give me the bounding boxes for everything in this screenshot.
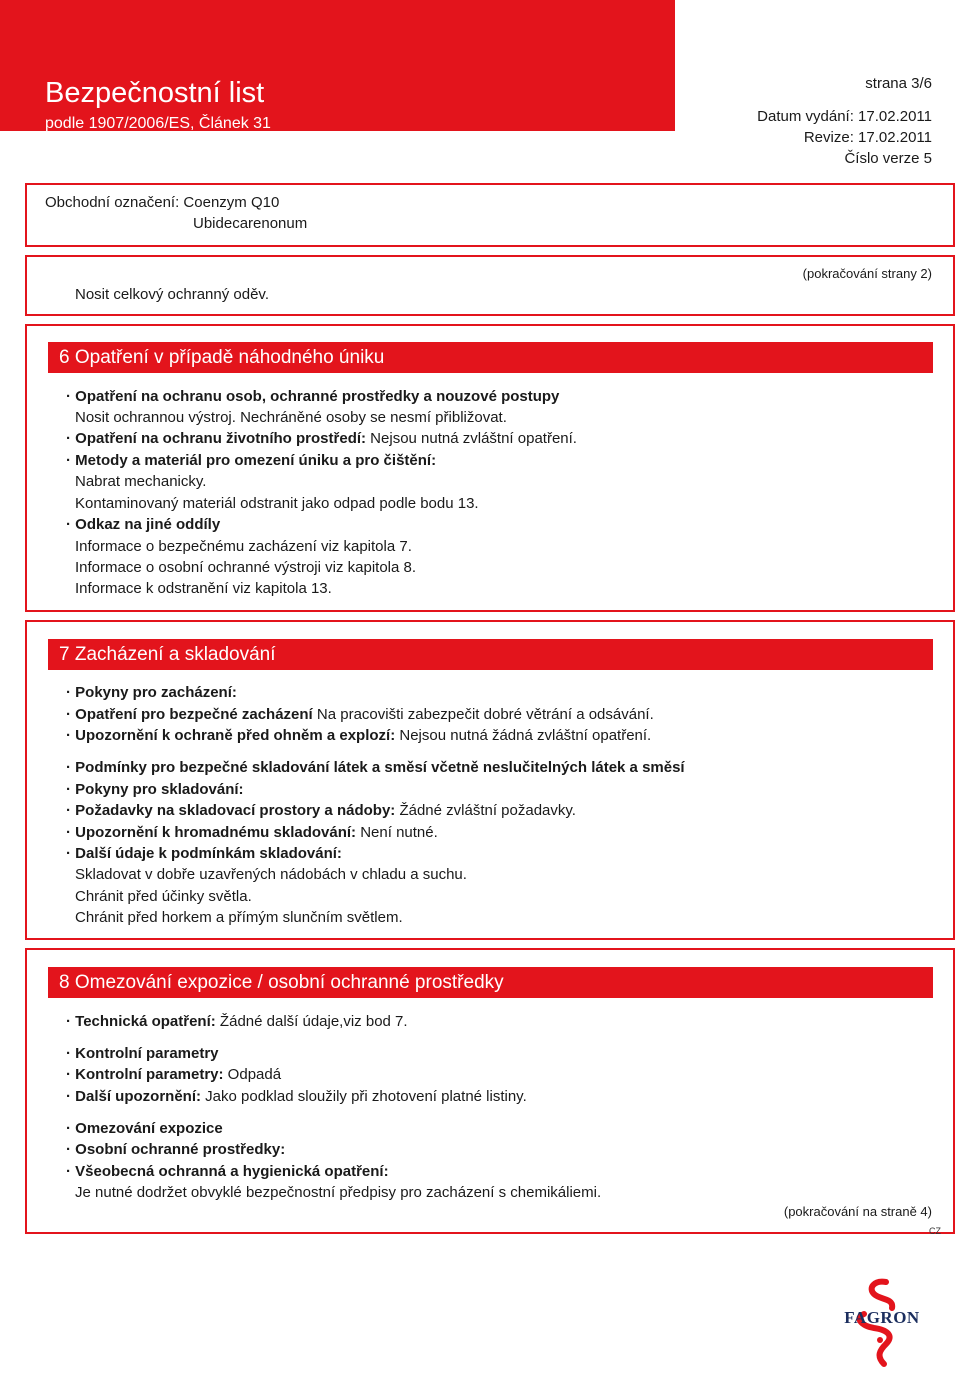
s7-line-3-text: Nejsou nutná žádná zvláštní opatření. [395, 727, 652, 744]
s7-line-3-head: · Upozornění k ochraně před ohněm a explozí: [66, 727, 396, 744]
s6-line-4: · Metody a materiál pro omezení úniku a pro čištění: [66, 452, 437, 469]
s8-line-3-text: Odpadá [223, 1066, 282, 1083]
country-code: CZ [929, 1226, 941, 1236]
s6-line-3-text: Nejsou nutná zvláštní opatření. [366, 430, 577, 447]
s7-line-2 [66, 704, 654, 725]
document-title: Bezpečnostní list [45, 77, 265, 109]
s7-line-11: Chránit před horkem a přímým slunčním světlem. [75, 909, 403, 926]
s8-line-4-head: · Další upozornění: [66, 1088, 201, 1105]
s8-line-7: · Všeobecná ochranná a hygienická opatření: [66, 1163, 389, 1180]
continued-from: (pokračování strany 2) [802, 266, 932, 281]
page-number: strana 3/6 [865, 75, 932, 92]
header-banner [0, 0, 675, 131]
fagron-logo [834, 1278, 930, 1368]
trade-name: Obchodní označení: Coenzym Q10 [45, 194, 280, 211]
s6-line-7: · Odkaz na jiné oddíly [66, 516, 221, 533]
s7-line-7-head: · Upozornění k hromadnému skladování: [66, 824, 357, 841]
s7-line-9: Skladovat v dobře uzavřených nádobách v chladu a suchu. [75, 866, 467, 883]
s6-line-1: · Opatření na ochranu osob, ochranné prostředky a nouzové postupy [66, 388, 560, 405]
s7-line-6-head: · Požadavky na skladovací prostory a nádoby: [66, 802, 396, 819]
s6-line-2: Nosit ochrannou výstroj. Nechráněné osoby se nesmí přibližovat. [75, 409, 507, 426]
s8-line-6: · Osobní ochranné prostředky: [66, 1141, 286, 1158]
s8-line-4 [66, 1086, 527, 1107]
version-number: Číslo verze 5 [844, 150, 932, 167]
section-6-title: 6 Opatření v případě náhodného úniku [48, 342, 933, 373]
s6-line-9: Informace o osobní ochranné výstroji viz kapitola 8. [75, 559, 417, 576]
s7-line-1: · Pokyny pro zacházení: [66, 684, 237, 701]
section-7-title: 7 Zacházení a skladování [48, 639, 933, 670]
s8-line-4-text: Jako podklad sloužily při zhotovení platné listiny. [201, 1088, 527, 1105]
s7-line-2-text: Na pracovišti zabezpečit dobré větrání a odsávání. [312, 706, 654, 723]
s6-line-6: Kontaminovaný materiál odstranit jako odpad podle bodu 13. [75, 495, 479, 512]
s8-line-1-text: Žádné další údaje,viz bod 7. [215, 1013, 408, 1030]
continuation-text: Nosit celkový ochranný oděv. [75, 286, 269, 303]
s8-line-5: · Omezování expozice [66, 1120, 223, 1137]
continued-on: (pokračování na straně 4) [783, 1204, 932, 1219]
s7-line-6 [66, 800, 576, 821]
document-subtitle: podle 1907/2006/ES, Článek 31 [45, 115, 271, 132]
s7-line-6-text: Žádné zvláštní požadavky. [395, 802, 576, 819]
s6-line-10: Informace k odstranění viz kapitola 13. [75, 580, 332, 597]
issue-date: Datum vydání: 17.02.2011 [757, 108, 932, 125]
s7-line-3 [66, 725, 651, 746]
section-8-title: 8 Omezování expozice / osobní ochranné prostředky [48, 967, 933, 998]
s7-line-2-head: · Opatření pro bezpečné zacházení [66, 706, 313, 723]
s7-line-7 [66, 822, 438, 843]
s8-line-1-head: · Technická opatření: [66, 1013, 216, 1030]
s8-line-2: · Kontrolní parametry [66, 1045, 219, 1062]
logo-text: FAGRON [844, 1308, 920, 1327]
trade-name-latin: Ubidecarenonum [193, 215, 308, 232]
s7-line-4: · Podmínky pro bezpečné skladování látek a směsí včetně neslučitelných látek a směsí [66, 759, 685, 776]
s6-line-3 [66, 428, 577, 449]
s6-line-8: Informace o bezpečnému zacházení viz kapitola 7. [75, 538, 412, 555]
s7-line-7-text: Není nutné. [356, 824, 438, 841]
s7-line-5: · Pokyny pro skladování: [66, 781, 244, 798]
s8-line-3-head: · Kontrolní parametry: [66, 1066, 224, 1083]
s7-line-8: · Další údaje k podmínkám skladování: [66, 845, 342, 862]
s8-line-1 [66, 1011, 408, 1032]
s6-line-5: Nabrat mechanicky. [75, 473, 207, 490]
s6-line-3-head: · Opatření na ochranu životního prostředí: [66, 430, 367, 447]
revision-date: Revize: 17.02.2011 [803, 129, 932, 146]
s7-line-10: Chránit před účinky světla. [75, 888, 252, 905]
s8-line-3 [66, 1064, 281, 1085]
s8-line-8: Je nutné dodržet obvyklé bezpečnostní předpisy pro zacházení s chemikáliemi. [75, 1184, 602, 1201]
